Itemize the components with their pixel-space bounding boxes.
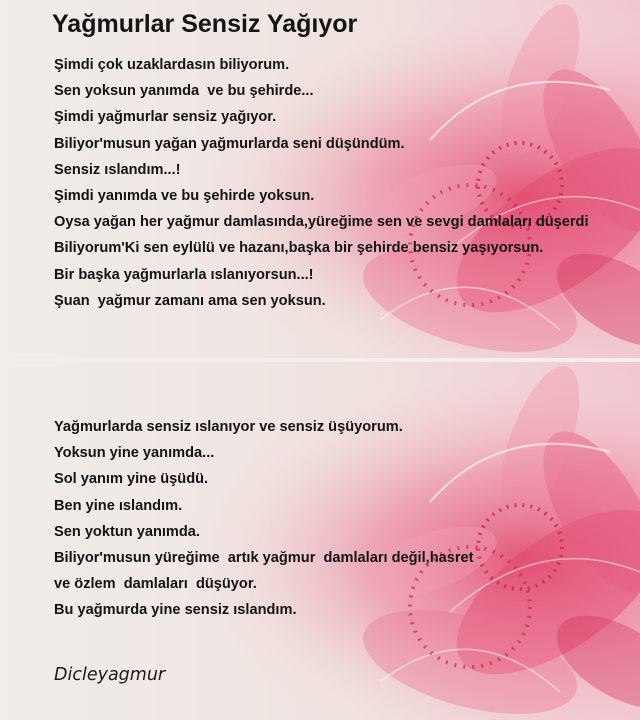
poem-line: Şimdi çok uzaklardasın biliyorum. (54, 57, 290, 73)
poem-line: ve özlem damlaları düşüyor. (54, 576, 257, 593)
poem-line: Şimdi yanımda ve bu şehirde yoksun. (54, 187, 315, 204)
poem-line: Sol yanım yine üşüdü. (54, 471, 209, 488)
poem-stanza-2 (54, 414, 474, 624)
poem-line: Biliyor'musun yağan yağmurlarda seni düşündüm. (54, 135, 405, 152)
poem-line: Oysa yağan her yağmur damlasında,yüreğime sen ve sevgi damlaları düşerdi (54, 214, 589, 231)
poem-author: Dicleyagmur (54, 665, 166, 685)
poem-panel-bottom (0, 362, 640, 720)
poem-line: Ben yine ıslandım. (54, 497, 183, 514)
poem-panel-top (0, 0, 640, 358)
poem-stanza-1 (54, 52, 589, 314)
poem-line: Sensiz ıslandım...! (54, 161, 181, 178)
poem-line: Biliyorum'Ki sen eylülü ve hazanı,başka bir şehirde bensiz yaşıyorsun. (54, 240, 544, 257)
poem-line: Şimdi yağmurlar sensiz yağıyor. (54, 109, 277, 126)
poem-line: Şuan yağmur zamanı ama sen yoksun. (54, 292, 326, 309)
poem-line: Sen yoktun yanımda. (54, 523, 200, 540)
poem-line: Yoksun yine yanımda... (54, 445, 215, 462)
poem-line: Sen yoksun yanımda ve bu şehirde... (54, 83, 314, 100)
poem-title: Yağmurlar Sensiz Yağıyor (52, 10, 358, 38)
poem-line: Bir başka yağmurlarla ıslanıyorsun...! (54, 266, 314, 283)
poem-line: Yağmurlarda sensiz ıslanıyor ve sensiz üşüyorum. (54, 419, 403, 435)
poem-line: Bu yağmurda yine sensiz ıslandım. (54, 602, 297, 619)
poem-line: Biliyor'musun yüreğime artık yağmur damlaları değil,hasret (54, 549, 474, 566)
